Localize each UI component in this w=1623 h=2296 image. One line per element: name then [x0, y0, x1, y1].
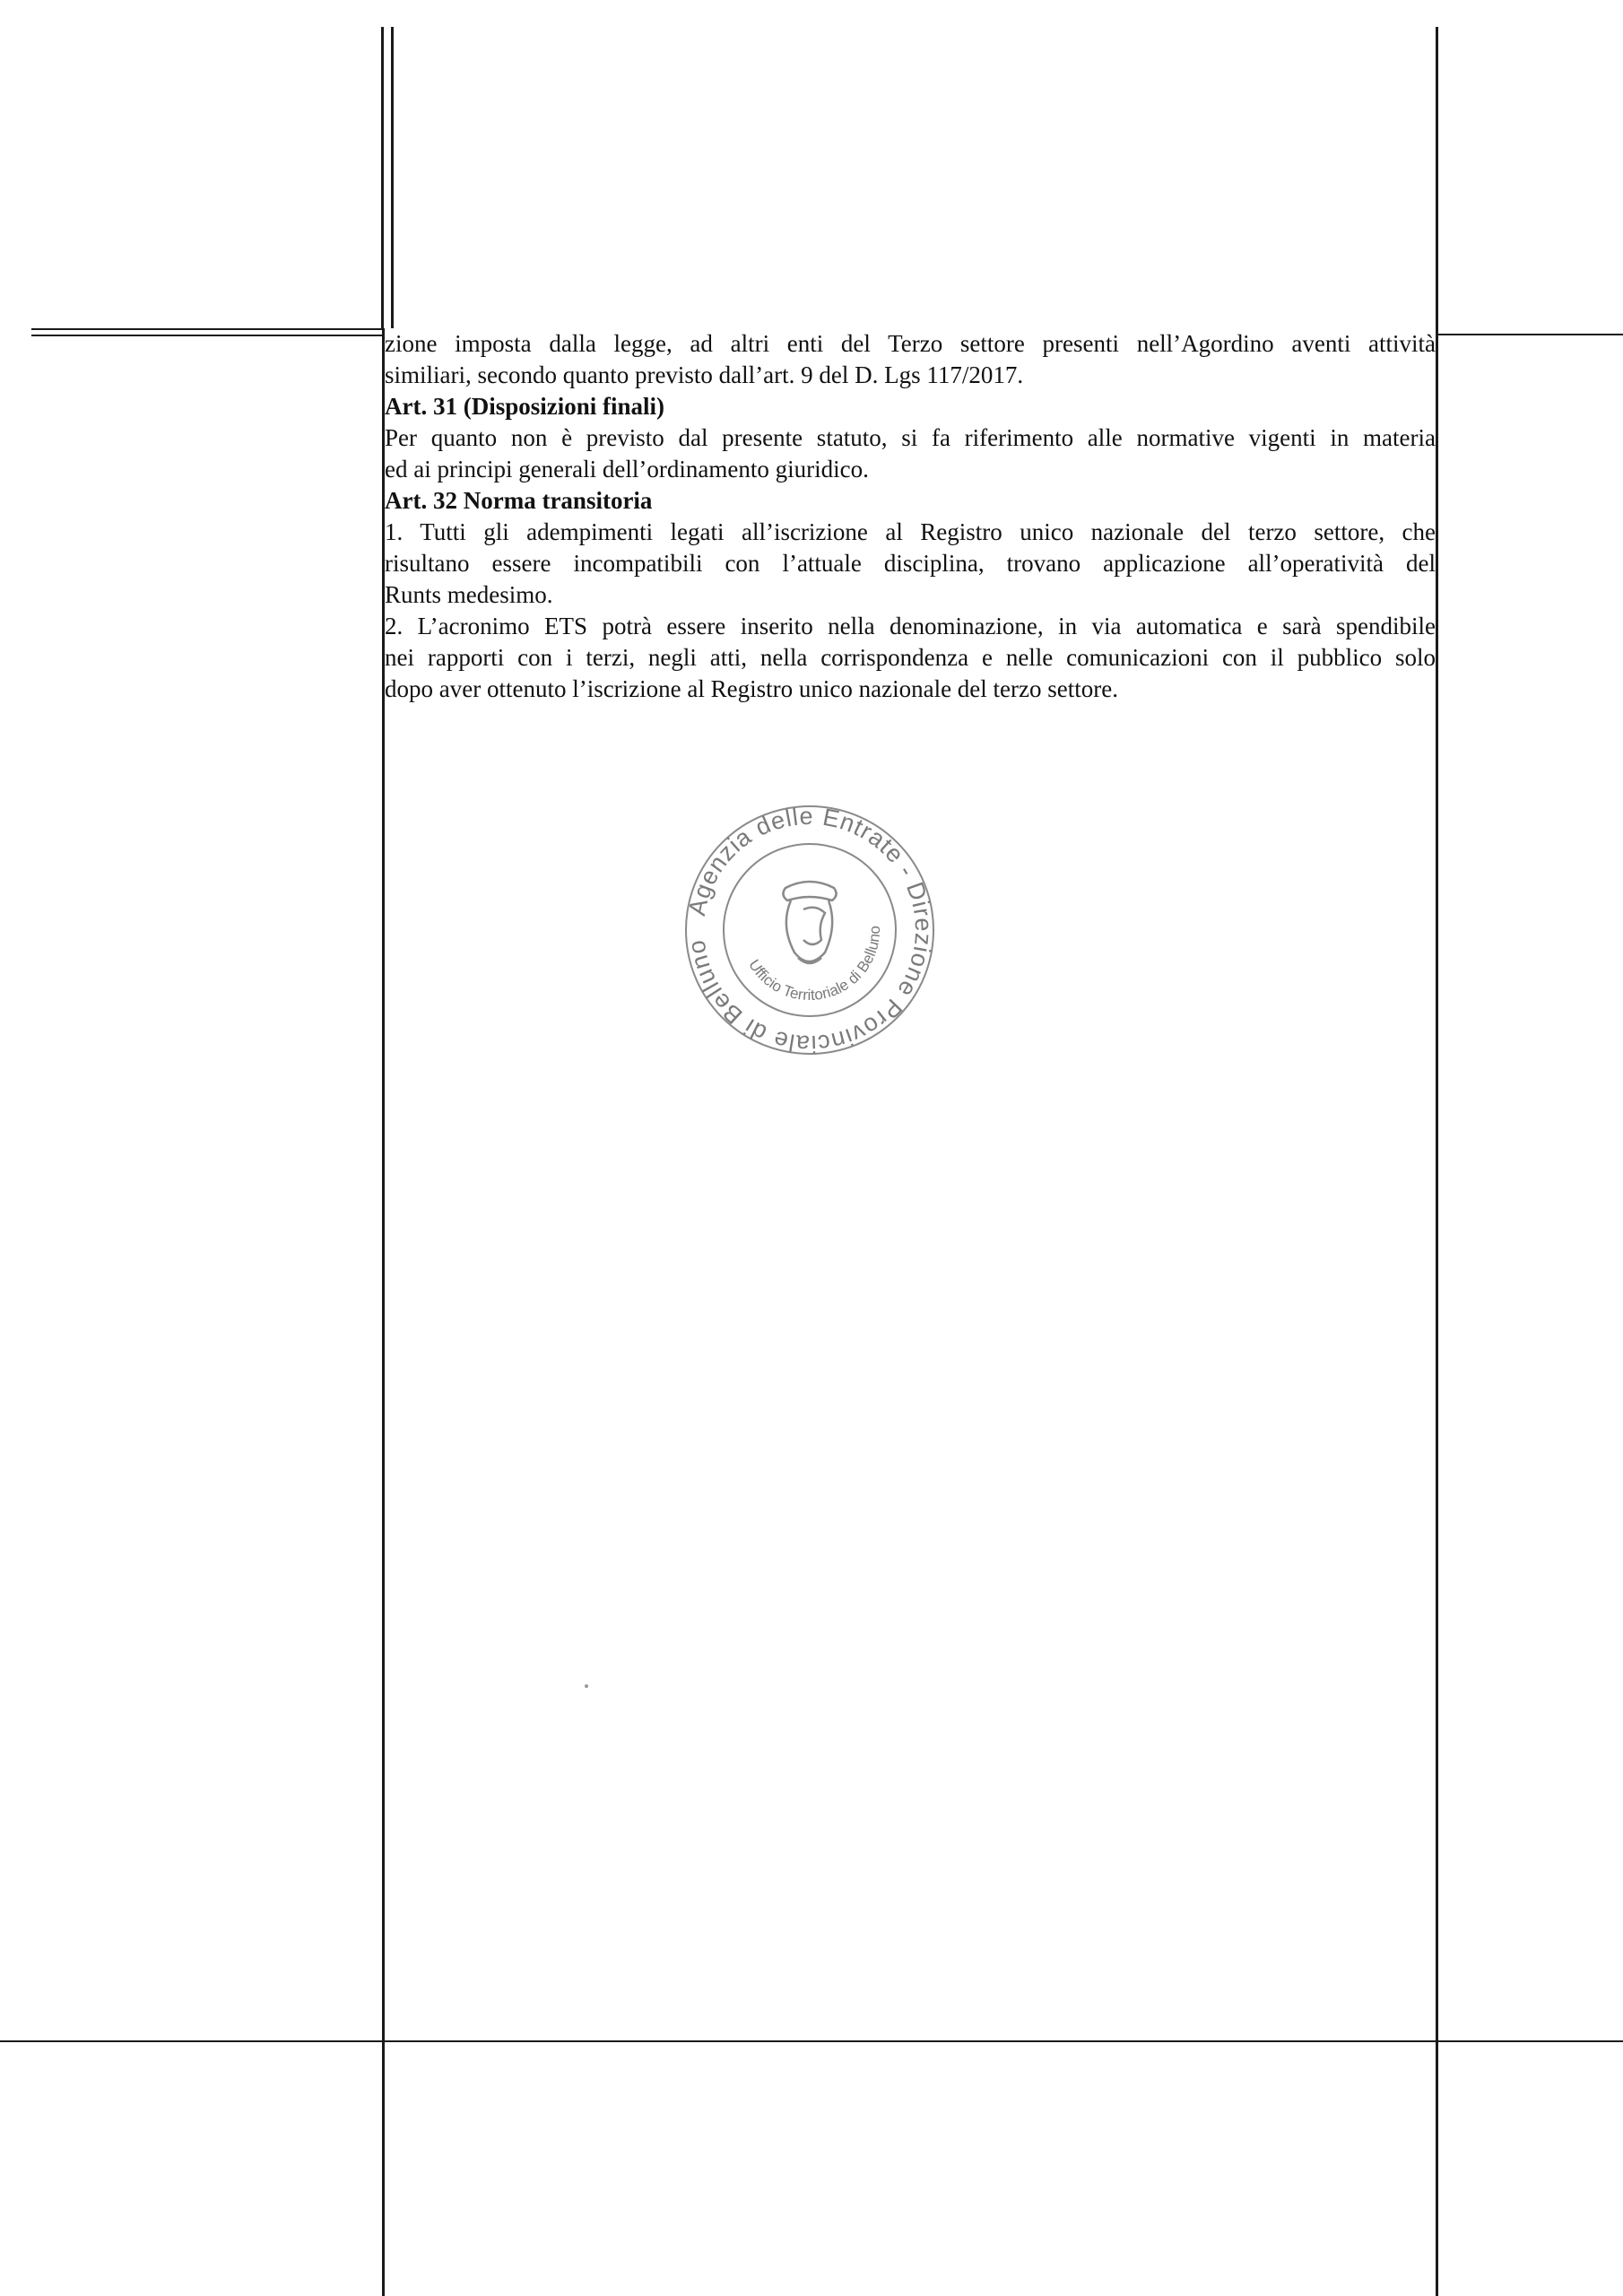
margin-rule-left-outer: [381, 27, 384, 328]
svg-text:Agenzia delle Entrate - Direzi: [682, 803, 937, 1057]
text-line: risultano essere incompatibili con l’attuale disciplina, trovano applicazione all’operatività del: [385, 550, 1436, 577]
header-rule-right: [1438, 334, 1623, 335]
official-stamp: [680, 800, 940, 1060]
svg-text:Ufficio Territoriale di Bellun: [745, 926, 883, 1004]
margin-rule-left-inner: [391, 27, 394, 328]
header-rule-left-lower: [31, 335, 383, 336]
article-31-heading: Art. 31 (Disposizioni finali): [385, 393, 665, 420]
statute-text: [385, 328, 1436, 705]
stamp-inner-text: Ufficio Territoriale di Belluno: [745, 926, 884, 1004]
header-rule-left-upper: [31, 328, 383, 330]
footer-rule: [0, 2040, 1623, 2042]
margin-rule-right: [1436, 27, 1438, 2296]
text-line: 1. Tutti gli adempimenti legati all’iscrizione al Registro unico nazionale del terzo settore, che: [385, 518, 1436, 545]
scan-speck: [585, 1684, 588, 1688]
text-line: 2. L’acronimo ETS potrà essere inserito nella denominazione, in via automatica e sarà spendibile: [385, 613, 1436, 639]
text-line: ed ai principi generali dell’ordinamento giuridico.: [385, 456, 869, 483]
emblem-icon: [783, 882, 836, 963]
text-line: nei rapporti con i terzi, negli atti, nella corrispondenza e nelle comunicazioni con il pubblico solo: [385, 644, 1436, 671]
text-line: zione imposta dalla legge, ad altri enti del Terzo settore presenti nell’Agordino aventi attività: [385, 330, 1436, 357]
article-32-heading: Art. 32 Norma transitoria: [385, 487, 653, 514]
text-line: Runts medesimo.: [385, 581, 553, 608]
text-line: Per quanto non è previsto dal presente statuto, si fa riferimento alle normative vigenti in materia: [385, 424, 1436, 451]
text-line: dopo aver ottenuto l’iscrizione al Registro unico nazionale del terzo settore.: [385, 675, 1118, 702]
stamp-outer-text: Agenzia delle Entrate - Direzione Provinciale di Belluno: [682, 802, 938, 1058]
text-line: similiari, secondo quanto previsto dall’art. 9 del D. Lgs 117/2017.: [385, 361, 1024, 388]
